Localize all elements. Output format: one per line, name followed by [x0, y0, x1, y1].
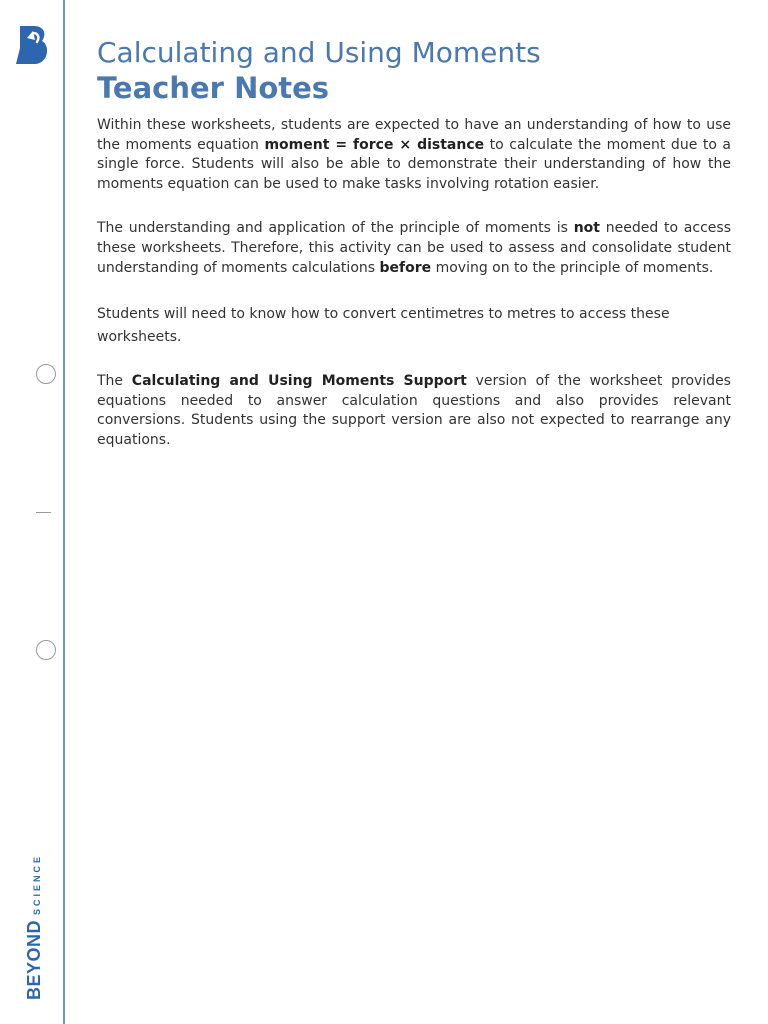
punch-hole — [36, 364, 56, 384]
brand-wordmark — [24, 854, 45, 1000]
margin-line — [63, 0, 65, 1024]
paragraph-support-version: The Calculating and Using Moments Support version of the worksheet provides equations needed to answer calculation questions and also provides relevant conversions. Students using the support version are also not expected to rearrange any equations. — [97, 373, 731, 448]
fold-mark — [36, 512, 51, 513]
page-content — [97, 36, 731, 476]
page-subtitle: Teacher Notes — [97, 71, 330, 105]
beyond-logo-icon — [14, 24, 52, 66]
paragraph-conversion: Students will need to know how to convert centimetres to metres to access these worksheets. — [97, 306, 670, 346]
equation-text: moment = force × distance — [264, 136, 485, 153]
brand-science: SCIENCE — [32, 853, 42, 915]
page-title: Calculating and Using Moments — [97, 36, 541, 69]
brand-beyond: BEYOND — [24, 919, 44, 1000]
punch-hole — [36, 640, 56, 660]
paragraph-moments-equation: Within these worksheets, students are expected to have an understanding of how to use the moments equation moment = force × distance to calculate the moment due to a single force. Students will also be able to demonstrate their understanding of how the moments equation can be used to make tasks involving rotation easier. — [97, 117, 731, 192]
paragraph-principle: The understanding and application of the principle of moments is not needed to access these worksheets. Therefore, this activity can be used to assess and consolidate student understanding of moments calculations before moving on to the principle of moments. — [97, 220, 731, 276]
